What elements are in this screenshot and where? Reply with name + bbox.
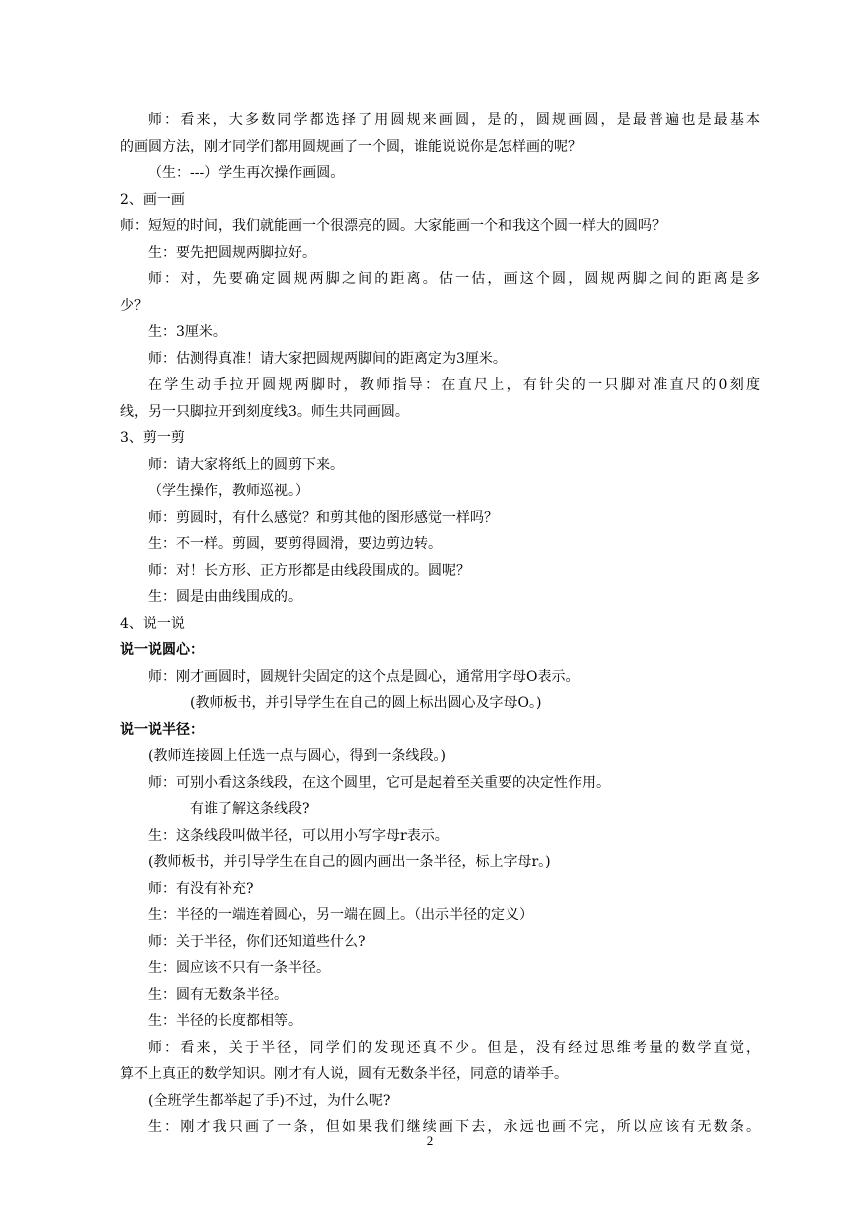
- text-line: 师：可别小看这条线段，在这个圆里，它可是起着至关重要的决定性作用。: [148, 774, 610, 791]
- text-line: 线，另一只脚拉开到刻度线3。师生共同画圆。: [120, 403, 409, 420]
- text-line: 师：对！长方形、正方形都是由线段围成的。圆呢？: [148, 562, 470, 579]
- text-line: 师：短短的时间，我们就能画一个很漂亮的圆。大家能画一个和我这个圆一样大的圆吗？: [120, 218, 666, 234]
- section-heading: 2、画一画: [120, 191, 185, 208]
- text-line: 生：半径的一端连着圆心，另一端在圆上。（出示半径的定义）: [148, 907, 533, 923]
- text-line: 在学生动手拉开圆规两脚时，教师指导：在直尺上，有针尖的一只脚对准直尺的0刻度: [148, 377, 760, 393]
- text-line: 生：圆有无数条半径。: [148, 986, 288, 1003]
- text-line: 的画圆方法，刚才同学们都用圆规画了一个圆，谁能说说你是怎样画的呢？: [120, 138, 582, 155]
- text-line: 有谁了解这条线段?: [190, 801, 310, 817]
- text-line: 生：圆应该不只有一条半径。: [148, 960, 330, 976]
- text-line: 师：请大家将纸上的圆剪下来。: [148, 456, 344, 473]
- section-heading: 4、说一说: [120, 615, 185, 632]
- text-line: 生：半径的长度都相等。: [148, 1013, 302, 1029]
- text-line: 师：看来，关于半径，同学们的发现还真不少。但是，没有经过思维考量的数学直觉，: [148, 1039, 760, 1056]
- text-line: 生：不一样。剪圆，要剪得圆滑，要边剪边转。: [148, 536, 442, 552]
- text-line: 师：有没有补充?: [148, 880, 254, 897]
- text-line: (全班学生都举起了手)不过，为什么呢?: [148, 1092, 391, 1109]
- subsection-heading: 说一说半径：: [120, 721, 204, 738]
- text-line: 算不上真正的数学知识。刚才有人说，圆有无数条半径，同意的请举手。: [120, 1066, 568, 1082]
- text-line: （生：---）学生再次操作画圆。: [148, 165, 345, 181]
- text-line: 生：刚才我只画了一条，但如果我们继续画下去，永远也画不完，所以应该有无数条。: [148, 1119, 760, 1135]
- text-line: 师：对，先要确定圆规两脚之间的距离。估一估，画这个圆，圆规两脚之间的距离是多: [148, 271, 760, 287]
- subsection-heading: 说一说圆心：: [120, 642, 204, 658]
- page-number: 2: [426, 1133, 434, 1148]
- text-line: 少？: [120, 297, 148, 314]
- text-line: 生：这条线段叫做半径，可以用小写字母r表示。: [148, 827, 449, 844]
- section-heading: 3、剪一剪: [120, 430, 185, 446]
- text-line: 师：剪圆时，有什么感觉？和剪其他的图形感觉一样吗？: [148, 509, 498, 526]
- text-line: (教师连接圆上任选一点与圆心，得到一条线段。): [148, 748, 446, 764]
- text-line: 生：3厘米。: [148, 324, 227, 340]
- text-line: 生：圆是由曲线围成的。: [148, 589, 302, 605]
- document-body: [120, 107, 760, 1141]
- text-line: 生：要先把圆规两脚拉好。: [148, 244, 316, 261]
- text-line: 师：关于半径，你们还知道些什么?: [148, 933, 366, 950]
- text-line: (教师板书，并引导学生在自己的圆内画出一条半径，标上字母r。): [148, 854, 551, 870]
- text-line: （学生操作，教师巡视。）: [148, 483, 309, 499]
- text-line: 师：看来，大多数同学都选择了用圆规来画圆，是的，圆规画圆，是最普遍也是最基本: [148, 112, 760, 128]
- text-line: 师：刚才画圆时，圆规针尖固定的这个点是圆心，通常用字母O表示。: [148, 668, 580, 685]
- text-line: 师：估测得真准！请大家把圆规两脚间的距离定为3厘米。: [148, 350, 507, 367]
- text-line: (教师板书，并引导学生在自己的圆上标出圆心及字母O。): [190, 695, 542, 711]
